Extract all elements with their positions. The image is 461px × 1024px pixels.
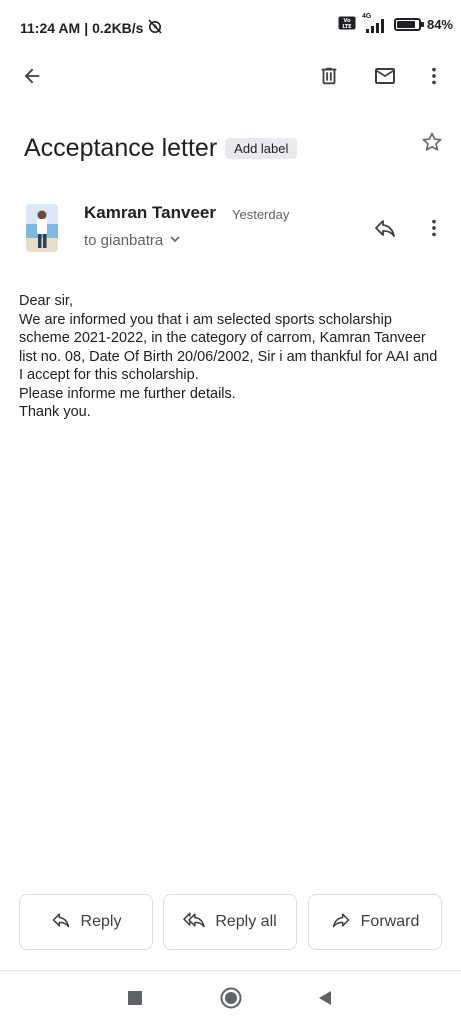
status-right: [338, 12, 453, 33]
body-paragraph: Please informe me further details.: [19, 385, 236, 402]
reply-button[interactable]: [19, 894, 153, 950]
body-paragraph: Thank you.: [19, 404, 91, 420]
subject-row: [24, 128, 454, 168]
body-paragraph: Dear sir,: [19, 293, 73, 309]
reply-all-button[interactable]: [163, 894, 297, 950]
more-vert-icon[interactable]: [416, 58, 452, 94]
battery-icon: [394, 18, 421, 31]
mail-icon[interactable]: [367, 58, 403, 94]
email-body: [19, 292, 445, 422]
reply-all-icon: [183, 910, 205, 935]
status-left: 11:24 AM | 0.2KB/s: [20, 18, 163, 37]
body-paragraph: We are informed you that i am selected sports scholarship scheme 2021-2022, in the category of carrom, Kamran Tanveer list no. 08, Date Of Birth 20/06/2002, Sir i am thankful for AAI and I accept for this scholarship.: [19, 311, 438, 383]
email-subject: Acceptance letter: [24, 133, 218, 162]
reply-button-icon: [51, 910, 71, 935]
status-bar: [0, 0, 461, 56]
recents-icon[interactable]: [122, 985, 148, 1011]
recipient-toggle[interactable]: [84, 232, 181, 249]
status-time: 11:24 AM: [20, 19, 81, 36]
chevron-down-icon: [169, 232, 181, 249]
network-type: 4G: [361, 12, 372, 20]
top-app-bar: [0, 56, 461, 98]
star-icon[interactable]: [420, 130, 444, 159]
reply-button-label: Reply: [80, 913, 122, 930]
add-label-chip[interactable]: Add label: [225, 138, 297, 159]
recipient-text: to gianbatra: [84, 232, 164, 249]
forward-button-label: Forward: [360, 913, 420, 930]
sender-name[interactable]: Kamran Tanveer: [84, 203, 216, 222]
svg-text:LTE: LTE: [342, 24, 352, 30]
email-time: Yesterday: [232, 207, 290, 222]
delete-icon[interactable]: [311, 58, 347, 94]
battery-percent: 84%: [426, 17, 453, 32]
signal-icon: [361, 12, 388, 33]
battery-fill: [397, 21, 415, 28]
sender-more-vert-icon[interactable]: [416, 210, 452, 246]
forward-icon: [331, 910, 351, 935]
forward-button[interactable]: [308, 894, 442, 950]
home-icon[interactable]: [218, 985, 244, 1011]
reply-all-button-label: Reply all: [215, 913, 277, 930]
status-speed: 0.2KB/s: [92, 19, 144, 36]
alarm-off-icon: [147, 18, 163, 37]
reply-icon[interactable]: [367, 210, 403, 246]
avatar[interactable]: [26, 204, 58, 252]
back-nav-icon[interactable]: [312, 985, 338, 1011]
svg-text:Vo: Vo: [343, 18, 351, 24]
back-arrow-icon[interactable]: [14, 58, 50, 94]
volte-icon: [338, 16, 356, 33]
system-nav-bar: [0, 970, 461, 1024]
action-buttons: [0, 894, 461, 950]
sender-row: [0, 196, 461, 260]
